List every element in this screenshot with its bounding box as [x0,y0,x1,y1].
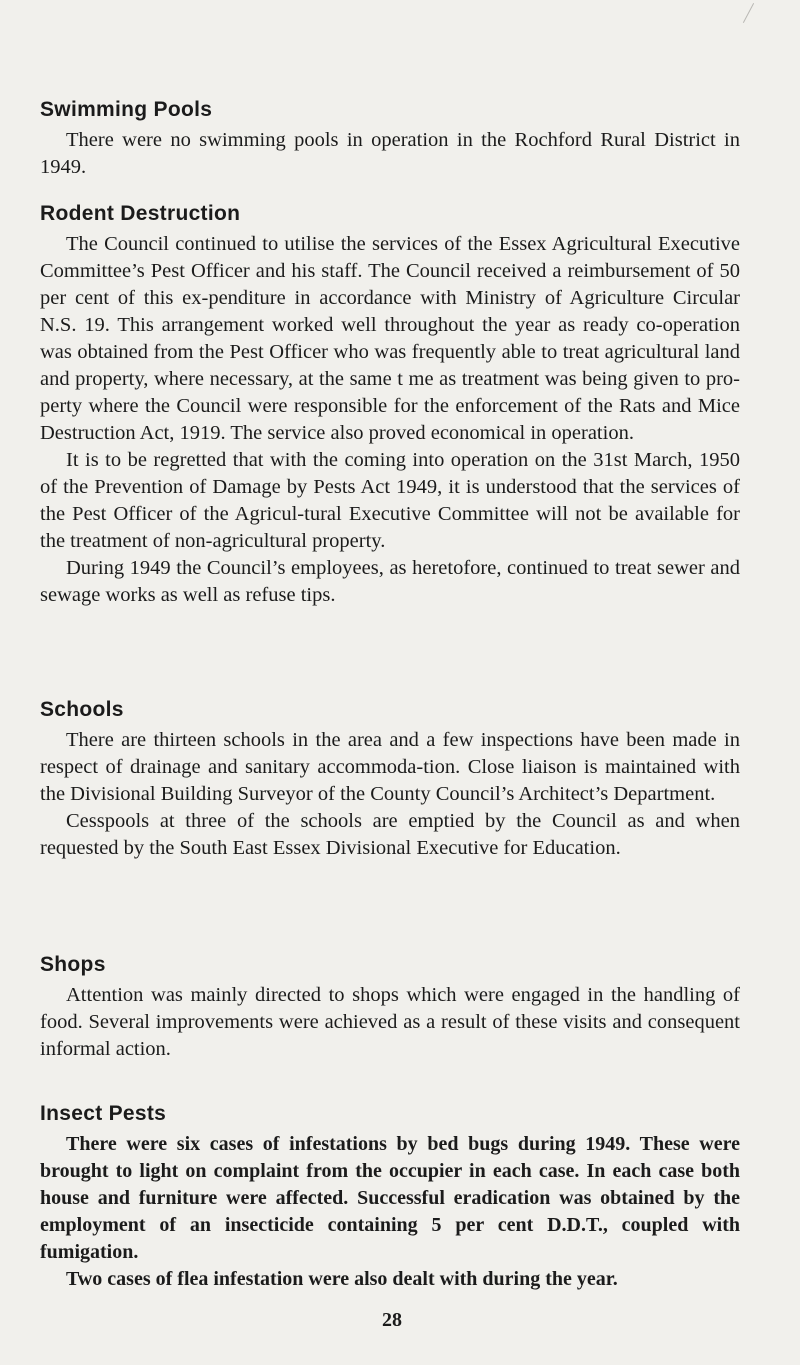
paragraph: There are thirteen schools in the area and a few inspections have been made in respect of drainage and sanitary accommoda-tion. Close liaison is maintained with the Divisional Building Surveyor of the County Council’s Architect’s Department. [40,729,740,805]
scan-mark [743,3,754,23]
paragraph: Attention was mainly directed to shops which were engaged in the handling of food. Several improvements were achieved as a result of these visits and consequent informal action. [40,984,740,1060]
page-number: 28 [382,1309,402,1331]
paragraph: Two cases of flea infestation were also dealt with during the year. [66,1268,618,1290]
section-heading: Rodent Destruction [40,202,241,225]
section-swimming-pools [40,97,740,181]
section-heading: Insect Pests [40,1102,167,1125]
section-rodent-destruction [40,201,740,609]
paragraph: It is to be regretted that with the coming into operation on the 31st March, 1950 of the Prevention of Damage by Pests Act 1949, it is understood that the services of the Pest Officer of the Agricul-tural Executive Committee will not be available for the treatment of non-agricultural property. [40,449,740,552]
section-shops [40,952,740,1063]
section-heading: Schools [40,698,124,721]
section-insect-pests [40,1101,740,1293]
paragraph: Cesspools at three of the schools are emptied by the Council as and when requested by the South East Essex Divisional Executive for Education. [40,810,740,859]
paragraph: During 1949 the Council’s employees, as heretofore, continued to treat sewer and sewage works as well as refuse tips. [40,557,740,606]
section-heading: Shops [40,953,106,976]
section-heading: Swimming Pools [40,98,213,121]
section-schools [40,697,740,862]
paragraph: The Council continued to utilise the services of the Essex Agricultural Executive Committee’s Pest Officer and his staff. The Council received a reimbursement of 50 per cent of this ex-penditure in accordance with Ministry of Agriculture Circular N.S. 19. This arrangement worked well throughout the year as ready co-operation was obtained from the Pest Officer who was frequently able to treat agricultural land and property, where necessary, at the same t me as treatment was being given to pro-perty where the Council were responsible for the enforcement of the Rats and Mice Destruction Act, 1919. The service also proved economical in operation. [40,233,740,444]
paragraph: There were no swimming pools in operation in the Rochford Rural District in 1949. [40,129,740,178]
paragraph: There were six cases of infestations by bed bugs during 1949. These were brought to light on complaint from the occupier in each case. In each case both house and furniture were affected. Successful eradication was obtained by the employment of an insecticide containing 5 per cent D.D.T., coupled with fumigation. [40,1133,740,1263]
